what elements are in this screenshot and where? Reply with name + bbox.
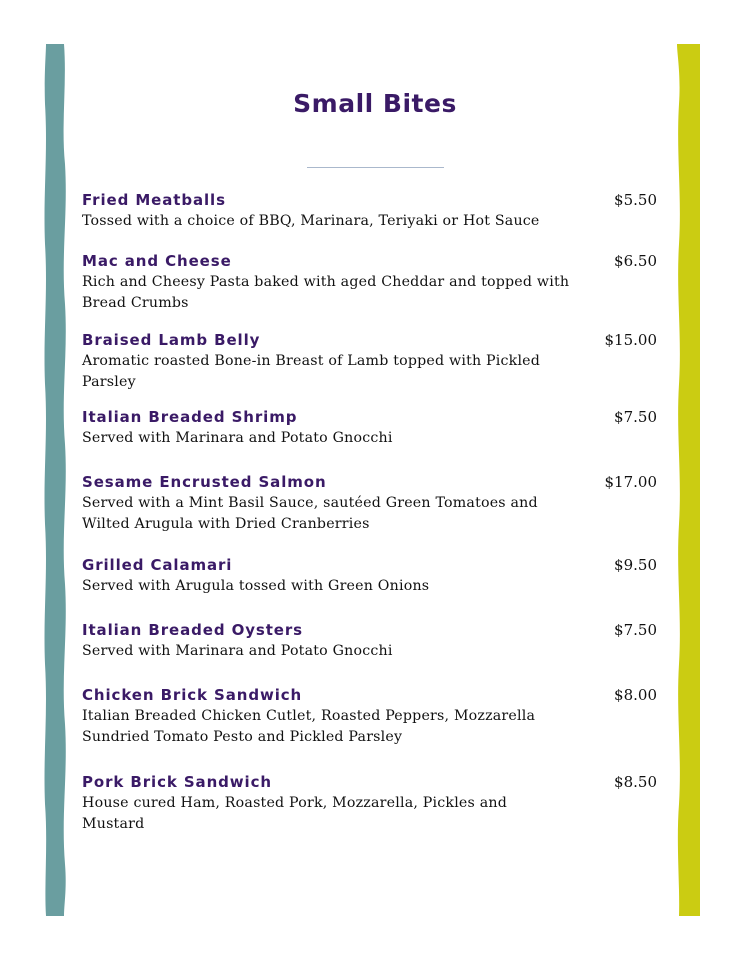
menu-item-price: $9.50 [614,556,657,574]
menu-item-description: Italian Breaded Chicken Cutlet, Roasted Peppers, Mozzarella Sundried Tomato Pesto and Pickled Parsley [82,708,536,745]
menu-item-price: $7.50 [614,621,657,639]
menu-item-name: Italian Breaded Oysters [82,621,304,639]
right-decorative-bar [676,44,700,916]
menu-item-price: $7.50 [614,408,657,426]
menu-list [82,0,658,960]
menu-item-name: Braised Lamb Belly [82,331,261,349]
menu-item-name: Grilled Calamari [82,556,233,574]
menu-item-description: Aromatic roasted Bone-in Breast of Lamb topped with Pickled Parsley [82,353,541,390]
menu-item-price: $17.00 [604,473,657,491]
menu-item-description: Served with Marinara and Potato Gnocchi [82,643,393,659]
menu-item-description: Tossed with a choice of BBQ, Marinara, Teriyaki or Hot Sauce [82,213,540,229]
menu-item-price: $5.50 [614,191,657,209]
menu-item-name: Italian Breaded Shrimp [82,408,298,426]
left-bar-shape [45,44,66,916]
menu-item-price: $8.50 [614,773,657,791]
menu-item-name: Chicken Brick Sandwich [82,686,303,704]
right-bar-shape [677,44,700,916]
menu-item-price: $8.00 [614,686,657,704]
menu-item-description: Served with Marinara and Potato Gnocchi [82,430,393,446]
menu-item-name: Sesame Encrusted Salmon [82,473,327,491]
menu-item-price: $15.00 [604,331,657,349]
menu-item-name: Pork Brick Sandwich [82,773,272,791]
menu-item-description: House cured Ham, Roasted Pork, Mozzarella, Pickles and Mustard [82,795,507,832]
menu-item-name: Mac and Cheese [82,252,232,270]
menu-item-description: Served with Arugula tossed with Green Onions [82,578,430,594]
left-decorative-bar [44,44,68,916]
menu-item-name: Fried Meatballs [82,191,226,209]
menu-item-price: $6.50 [614,252,657,270]
page-title: Small Bites [293,89,457,118]
menu-item-description: Rich and Cheesy Pasta baked with aged Cheddar and topped with Bread Crumbs [82,274,570,311]
menu-item-description: Served with a Mint Basil Sauce, sautéed Green Tomatoes and Wilted Arugula with Dried Cranberries [82,495,538,532]
